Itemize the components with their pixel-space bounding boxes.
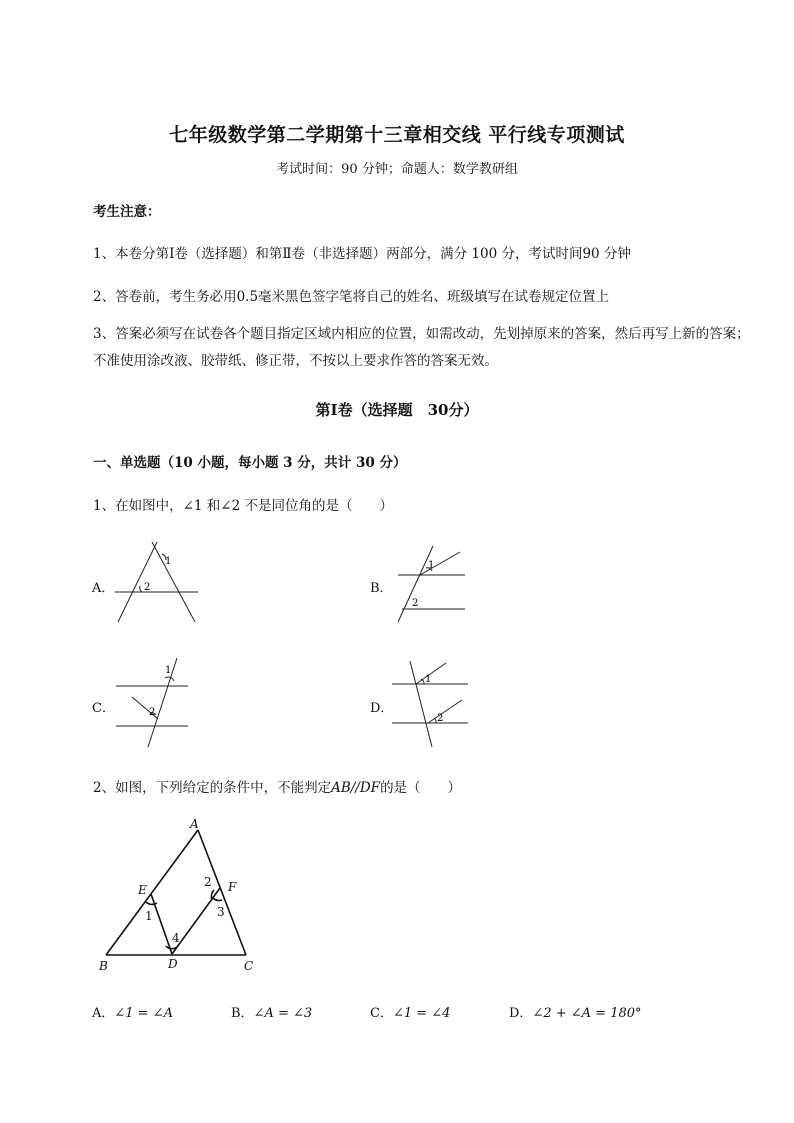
q2-arc-1 [146, 902, 157, 904]
notice-item-2: 2、答卷前，考生务必用0.5毫米黑色签字笔将自己的姓名、班级填写在试卷规定位置上 [93, 289, 610, 305]
q2-answer-b[interactable] [231, 1002, 312, 1021]
q2-angle-2: 2 [204, 875, 212, 889]
q1-option-a-label[interactable]: A． [92, 581, 115, 596]
q1b-angle-2: 2 [412, 598, 419, 609]
q2-answer-c-expr: ∠1 = ∠4 [392, 1006, 451, 1021]
q1a-arc-2 [140, 586, 142, 592]
q2-segment-ed [151, 894, 172, 954]
q1-figure-d [388, 655, 473, 750]
q1a-angle-2: 2 [144, 582, 151, 593]
q1d-angle-2: 2 [437, 713, 444, 724]
q1-option-d-label[interactable]: D． [370, 701, 394, 716]
q2-label-a: A [190, 817, 199, 831]
notice-heading: 考生注意： [93, 204, 161, 220]
q1d-line-ray-bottom [428, 700, 462, 723]
q2-angle-4: 4 [172, 931, 180, 945]
q2-arc-4 [166, 946, 178, 949]
q2-answer-c-letter: C． [370, 1006, 393, 1021]
q1-figure-a [110, 540, 205, 625]
q2-answer-a[interactable] [92, 1002, 173, 1021]
section-title: 第Ⅰ卷（选择题 30分） [315, 401, 479, 419]
q2-stem-suffix: 的是（ ） [380, 780, 462, 796]
q2-answer-a-expr: ∠1 = ∠A [114, 1006, 173, 1021]
q1a-angle-1: 1 [165, 556, 172, 567]
q2-side-ac [198, 830, 246, 955]
question-2-stem [93, 776, 461, 796]
q1c-angle-2: 2 [149, 707, 156, 718]
q1-figure-c [112, 655, 197, 750]
q1d-angle-1: 1 [425, 674, 432, 685]
question-1-stem: 1、在如图中，∠1 和∠2 不是同位角的是（ ） [93, 498, 393, 514]
q2-answer-c[interactable] [370, 1002, 450, 1021]
q2-stem-prefix: 2、如图，下列给定的条件中，不能判定 [93, 780, 332, 796]
q1d-arc-2 [434, 718, 436, 723]
notice-item-1: 1、本卷分第Ⅰ卷（选择题）和第Ⅱ卷（非选择题）两部分，满分 100 分，考试时间90 分钟 [93, 246, 631, 262]
q1b-angle-1: 1 [428, 560, 435, 571]
q2-arc-3-outer [213, 898, 222, 900]
q1-option-c-label[interactable]: C． [92, 701, 115, 716]
notice-item-3: 3、答案必须写在试卷各个题目指定区域内相应的位置，如需改动，先划掉原来的答案，然后再写上新的答案；不准使用涂改液、胶带纸、修正带，不按以上要求作答的答案无效。 [93, 326, 750, 369]
q1d-arc-1 [421, 679, 424, 684]
q1a-line-left-transversal [118, 542, 157, 622]
q2-label-e: E [138, 883, 147, 897]
q2-label-d: D [168, 957, 178, 971]
q2-label-c: C [244, 959, 254, 973]
q2-answer-b-expr: ∠A = ∠3 [253, 1006, 313, 1021]
q2-answer-b-letter: B． [231, 1006, 254, 1021]
q1a-line-right-transversal [152, 542, 195, 622]
q2-label-f: F [228, 880, 237, 894]
q2-label-b: B [99, 959, 108, 973]
q1c-line-transversal [148, 658, 177, 747]
q2-stem-math: AB//DF [331, 780, 381, 796]
q2-angle-3: 3 [217, 905, 225, 919]
q2-answer-d-expr: ∠2 + ∠A = 180° [532, 1006, 642, 1021]
q2-answer-d-letter: D． [509, 1006, 533, 1021]
part-heading: 一、单选题（10 小题，每小题 3 分，共计 30 分） [93, 455, 407, 471]
exam-subtitle: 考试时间：90 分钟；命题人：数学教研组 [276, 162, 518, 177]
q1-figure-b [390, 540, 470, 625]
q2-triangle-figure [90, 812, 270, 977]
q1b-line-ray [420, 552, 460, 575]
q2-answer-d[interactable] [509, 1002, 642, 1021]
page-title: 七年级数学第二学期第十三章相交线 平行线专项测试 [169, 124, 625, 146]
q2-answer-a-letter: A． [92, 1006, 115, 1021]
q1c-angle-1: 1 [165, 665, 172, 676]
q1-option-b-label[interactable]: B． [370, 581, 393, 596]
q2-angle-1: 1 [145, 909, 153, 923]
q1b-line-transversal [398, 546, 433, 622]
